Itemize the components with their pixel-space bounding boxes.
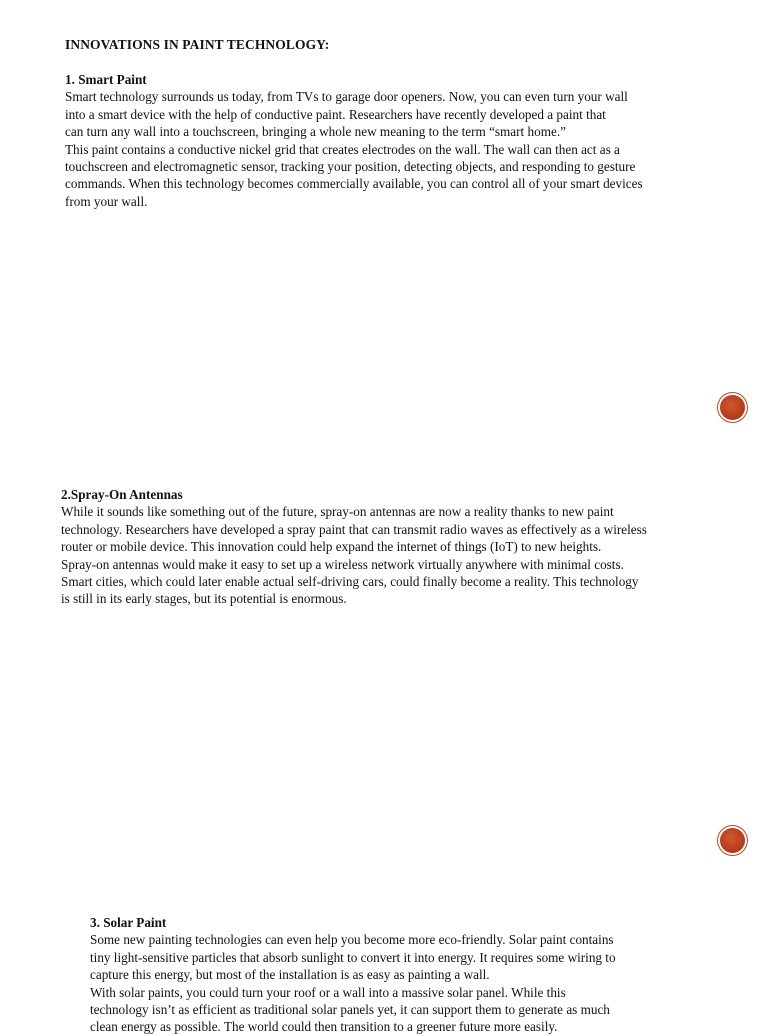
paragraph-line: With solar paints, you could turn your roof or a wall into a massive solar panel. While this [90,984,566,1000]
section-heading: 3. Solar Paint [90,915,167,930]
paragraph-line: can turn any wall into a touchscreen, bringing a whole new meaning to the term “smart home.” [65,124,566,140]
page-nav-dot-icon[interactable] [720,828,745,853]
section-solar-paint [90,914,616,1036]
section-heading: 1. Smart Paint [65,72,147,87]
paragraph-line: Smart cities, which could later enable actual self-driving cars, could finally become a reality. This technology [61,574,639,590]
paragraph-line: into a smart device with the help of conductive paint. Researchers have recently developed a paint that [65,106,606,122]
section-smart-paint [65,71,643,210]
paragraph-line: Smart technology surrounds us today, from TVs to garage door openers. Now, you can even turn your wall [65,89,628,105]
paragraph-line: commands. When this technology becomes commercially available, you can control all of your smart devices [65,176,643,192]
paragraph-line: touchscreen and electromagnetic sensor, tracking your position, detecting objects, and responding to gesture [65,159,636,175]
paragraph-line: from your wall. [65,193,148,209]
page-nav-dot-icon[interactable] [720,395,745,420]
paragraph-line: router or mobile device. This innovation could help expand the internet of things (IoT) to new heights. [61,539,602,555]
paragraph-line: is still in its early stages, but its potential is enormous. [61,591,347,607]
paragraph-line: capture this energy, but most of the installation is as easy as painting a wall. [90,967,490,983]
paragraph-line: While it sounds like something out of the future, spray-on antennas are now a reality thanks to new paint [61,504,614,520]
section-spray-on-antennas [61,486,647,608]
paragraph-line: This paint contains a conductive nickel grid that creates electrodes on the wall. The wall can then act as a [65,141,620,157]
paragraph-line: technology. Researchers have developed a spray paint that can transmit radio waves as effectively as a wireless [61,521,647,537]
document-title: INNOVATIONS IN PAINT TECHNOLOGY: [65,37,330,52]
paragraph-line: Spray-on antennas would make it easy to set up a wireless network virtually anywhere with minimal costs. [61,556,624,572]
section-heading: 2.Spray-On Antennas [61,487,183,502]
paragraph-line: Some new painting technologies can even help you become more eco-friendly. Solar paint contains [90,932,614,948]
paragraph-line: tiny light-sensitive particles that absorb sunlight to convert it into energy. It requires some wiring to [90,949,616,965]
paragraph-line: clean energy as possible. The world could then transition to a greener future more easily. [90,1019,558,1035]
paragraph-line: technology isn’t as efficient as traditional solar panels yet, it can support them to generate as much [90,1002,610,1018]
